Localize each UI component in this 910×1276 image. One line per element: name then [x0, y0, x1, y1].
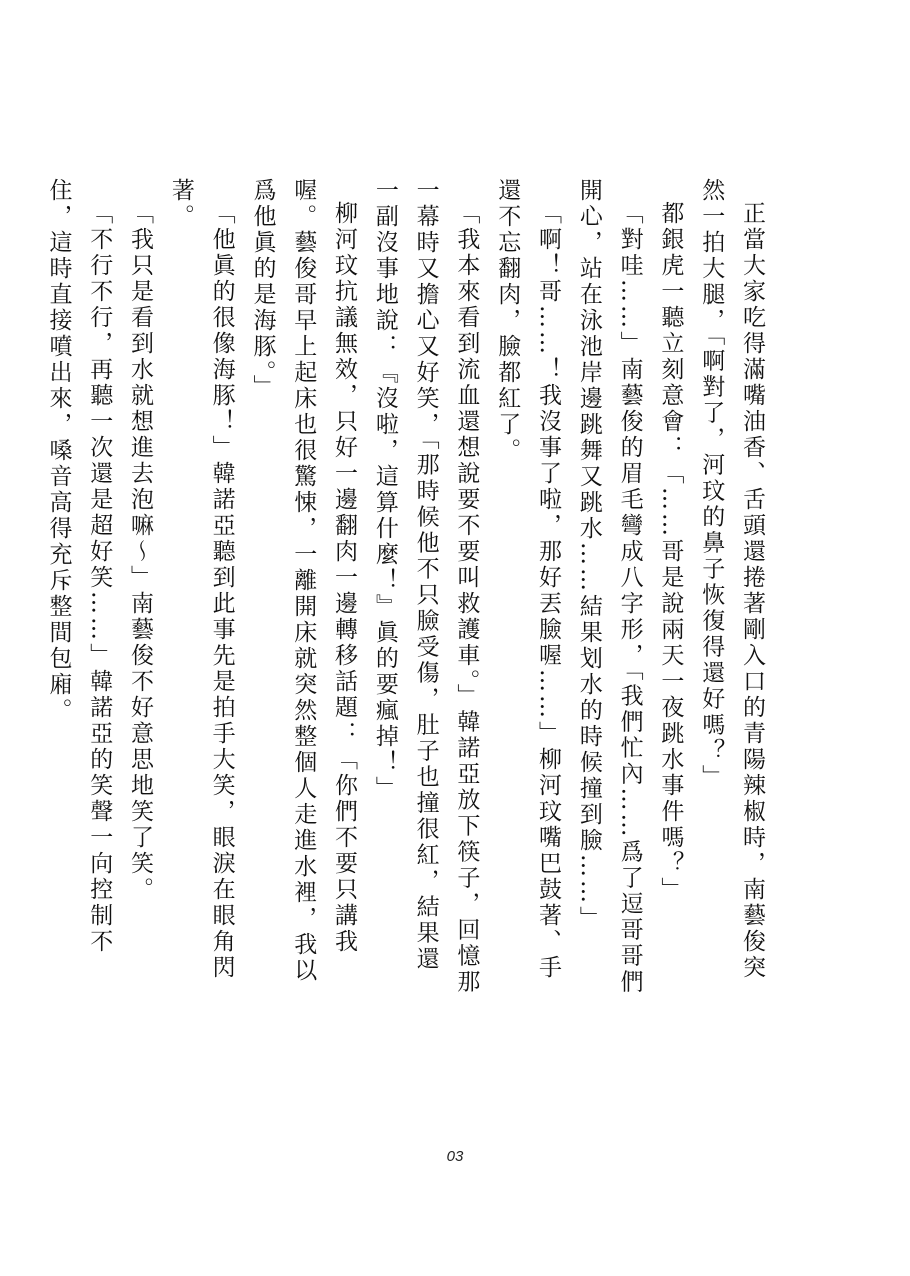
paragraph: 「我本來看到流血還想說要不要叫救護車。」韓諾亞放下筷子，回憶那一幕時又擔心又好笑，「那時候他不只臉受傷，肚子也撞很紅，結果還一副沒事地說：『沒啦，這算什麼！』眞的要瘋掉！」 [371, 178, 480, 996]
paragraph: 「啊！哥……！我沒事了啦，那好丟臉喔……」柳河玟嘴巴鼓著、手還不忘翻肉，臉都紅了。 [494, 178, 562, 981]
paragraph: 「不行不行，再聽一次還是超好笑……」韓諾亞的笑聲一向控制不住，這時直接噴出來，嗓音高得充斥整間包廂。 [45, 178, 113, 955]
novel-body-text [45, 178, 772, 998]
paragraph: 「我只是看到水就想進去泡嘛～」南藝俊不好意思地笑了笑。 [127, 201, 154, 903]
paragraph: 「對哇……」南藝俊的眉毛彎成八字形，「我們忙內……爲了逗哥哥們開心，站在泳池岸邊跳舞又跳水……結果划水的時候撞到臉……」 [575, 178, 643, 996]
paragraph: 「他眞的很像海豚！」韓諾亞聽到此事先是拍手大笑，眼淚在眼角閃著。 [167, 178, 235, 981]
paragraph: 都銀虎一聽立刻意會：「……哥是說兩天一夜跳水事件嗎？」 [657, 201, 684, 903]
paragraph: 正當大家吃得滿嘴油香、舌頭還捲著剛入口的青陽辣椒時，南藝俊突然一拍大腿，「啊對了，河玟的鼻子恢復得還好嗎？」 [698, 178, 765, 981]
paragraph: 柳河玟抗議無效，只好一邊翻肉一邊轉移話題：「你們不要只講我喔。藝俊哥早上起床也很驚悚，一離開床就突然整個人走進水裡，我以爲他眞的是海豚。」 [249, 178, 358, 984]
page-number: 03 [446, 1148, 464, 1165]
